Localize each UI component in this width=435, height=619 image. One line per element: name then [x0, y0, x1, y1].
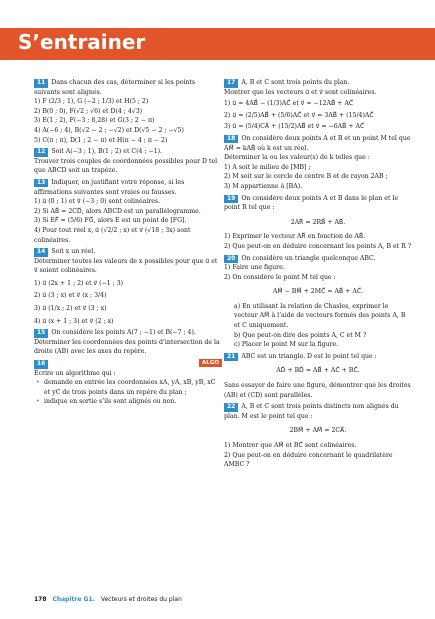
exercise-number: 11 [34, 79, 48, 88]
list-item: 2) M soit sur le cercle de centre B et de rayon 2AB ; [224, 173, 388, 181]
list-item: 1) F (2/3 ; 1), G (−2 ; 1/3) et H(5 ; 2) [34, 98, 149, 106]
list-item: 4) u⃗ (x + 1 ; 3) et v⃗ (2 ; x) [34, 317, 114, 325]
exercise-15 [34, 328, 222, 357]
equation: 2AR⃗ = 2RB⃗ + AB⃗. [290, 218, 346, 226]
exercise-20 [224, 254, 412, 350]
page-number: 178 [34, 596, 47, 603]
exercise-21 [224, 352, 412, 400]
list-item: 2) u⃗ (3 ; x) et v⃗ (x ; 3/4) [34, 292, 107, 300]
exercise-22 [224, 402, 412, 470]
exercise-12 [34, 147, 222, 176]
list-item: 5) C(π ; π), D(1 ; 2 − π) et H(π − 4 ; π − 2) [34, 136, 168, 144]
exercise-text: ABC est un triangle. D est le point tel que : [241, 352, 377, 360]
list-item: 1) Exprimer le vecteur AR⃗ en fonction de AB⃗. [224, 233, 366, 241]
exercise-text: On considère deux points A et B dans le plan et le point R tel que : [224, 194, 399, 212]
exercise-number: 19 [224, 195, 238, 204]
exercise-text: Déterminer toutes les valeurs de x possibles pour que u⃗ et v⃗ soient colinéaires. [34, 257, 218, 275]
exercise-text: Déterminer les coordonnées des points d’intersection de la droite (AB) avec les axes du repère. [34, 338, 220, 356]
page-footer [34, 596, 182, 603]
exercise-text: Montrer que les vecteurs u⃗ et v⃗ sont colinéaires. [224, 88, 377, 96]
exercise-number: 13 [34, 179, 48, 188]
exercise-number: 14 [34, 248, 48, 257]
exercise-text: Indiquer, en justifiant votre réponse, si les affirmations suivantes sont vraies ou fausses. [34, 178, 185, 196]
exercise-text: On considère deux points A et B et un point M tel que AM⃗ = kAB⃗ où k est un réel. [224, 134, 411, 152]
equation: 2BM⃗ + AM⃗ = 2CA⃗. [289, 427, 347, 435]
exercise-16 [34, 359, 222, 407]
exercise-text: Écrire un algorithme qui : [34, 369, 116, 377]
list-item: 1) u⃗ = 4AB⃗ − (1/3)AC⃗ et v⃗ = −12AB⃗ + AC⃗ [224, 100, 354, 108]
list-item: 1) u⃗ (2x + 1 ; 2) et v⃗ (−1 ; 3) [34, 279, 124, 287]
list-item: 3) E(1 ; 2), F(−3 ; 8,28) et G(3 ; 2 − π) [34, 117, 155, 125]
exercise-text: Sans essayer de faire une figure, démontrer que les droites (AB) et (CD) sont parallèles. [224, 382, 411, 399]
exercise-number: 22 [224, 403, 238, 412]
list-item: • indique en sortie s’ils sont alignés ou non. [34, 397, 222, 407]
exercise-number: 21 [224, 353, 238, 362]
exercise-18 [224, 134, 412, 192]
chapter-label: Chapitre G1. [52, 596, 95, 603]
right-column [224, 78, 412, 472]
list-item: 2) On considère le point M tel que : [224, 273, 336, 281]
exercise-number: 17 [224, 79, 238, 88]
list-item: 4) A(−6 ; 4), B(√2 − 2 ; −√2) et D(√5 − 2 ; −√5) [34, 126, 184, 134]
exercise-text: On considère les points A(7 ; −1) et B(−7 ; 4). [51, 329, 196, 337]
exercise-text: Trouver trois couples de coordonnées possibles pour D tel que ABCD soit un trapèze. [34, 157, 218, 175]
exercise-text: Dans chacun des cas, déterminer si les points suivants sont alignés. [34, 79, 196, 96]
left-column [34, 78, 222, 409]
exercise-number: 12 [34, 148, 48, 157]
exercise-text: Soit x un réel. [51, 248, 96, 256]
exercise-number: 20 [224, 255, 238, 264]
exercise-text: Soit A(−3 ; 1), B(1 ; 2) et C(4 ; −1). [51, 148, 163, 156]
list-item: 2) u⃗ = (2/5)AB⃗ + (5/6)AC⃗ et v⃗ = 3AB⃗ + (15/4)AC⃗ [224, 111, 374, 119]
title-banner [0, 28, 435, 60]
list-item: 1) Faire une figure. [224, 264, 285, 272]
algo-badge: ALGO [199, 359, 222, 367]
exercise-19 [224, 194, 412, 252]
exercise-text: A, B et C sont trois points distincts non alignés du plan. M est le point tel que : [224, 403, 399, 420]
exercise-11 [34, 78, 222, 145]
sub-item: b) Que peut-on dire des points A, C et M ? [234, 331, 367, 339]
list-item: 2) Que peut-on en déduire concernant le quadrilatère AMBC ? [224, 451, 393, 469]
list-item: 1) u⃗ (0 ; 1) et v⃗ (−3 ; 0) sont colinéaires. [34, 198, 161, 206]
exercise-number: 18 [224, 135, 238, 144]
exercise-17 [224, 78, 412, 132]
list-item: 3) u⃗ (1/x ; 2) et v⃗ (3 ; x) [34, 305, 107, 313]
list-item: 1) Montrer que AM⃗ et BC⃗ sont colinéaires. [224, 442, 357, 449]
exercise-text: On considère un triangle quelconque ABC. [241, 254, 376, 262]
exercise-number: 16 [34, 360, 48, 369]
list-item: 3) Si EF⃗ = (5/6) FG⃗, alors E est un point de [FG]. [34, 217, 187, 225]
list-item: 1) A soit le milieu de [MB] ; [224, 163, 311, 171]
equation: AM⃗ − BM⃗ + 2MC⃗ = AB⃗ + AC⃗. [272, 288, 364, 296]
list-item: 2) Que peut-on en déduire concernant les points A, B et R ? [224, 242, 412, 250]
list-item: • demande en entrée les coordonnées xA, yA, xB, yB, xC et yC de trois points dans un repère du plan ; [34, 378, 222, 397]
exercise-text: Déterminer la ou les valeur(s) de k telles que : [224, 154, 370, 162]
exercise-13 [34, 178, 222, 245]
list-item: 3) u⃗ = (5/4)CA⃗ + (15/2)AB⃗ et v⃗ = −6AB⃗ + AC⃗ [224, 123, 365, 131]
chapter-title: Vecteurs et droites du plan [100, 596, 182, 603]
sub-item: a) En utilisant la relation de Chasles, exprimer le vecteur AM⃗ à l’aide de vecteurs formés des points A, B et C uniquement. [234, 302, 406, 330]
exercise-text: A, B et C sont trois points du plan. [241, 79, 350, 86]
list-item: 4) Pour tout réel x, u⃗ (√2/2 ; x) et v⃗ (√18 ; 3x) sont colinéaires. [34, 226, 191, 244]
exercise-14 [34, 247, 222, 326]
list-item: 3) M appartienne à [BA). [224, 182, 303, 190]
page-title: S’entrainer [18, 30, 146, 54]
equation: AD⃗ + BD⃗ = AB⃗ + AC⃗ + BC⃗. [276, 367, 360, 375]
exercise-number: 15 [34, 329, 48, 338]
list-item: 2) B(0 ; 0), F(√2 ; √6) et D(4 ; 4√3) [34, 107, 143, 115]
sub-item: c) Placer le point M sur la figure. [234, 341, 339, 349]
list-item: 2) Si AB⃗ = 2CD⃗, alors ABCD est un parallélogramme. [34, 207, 201, 215]
